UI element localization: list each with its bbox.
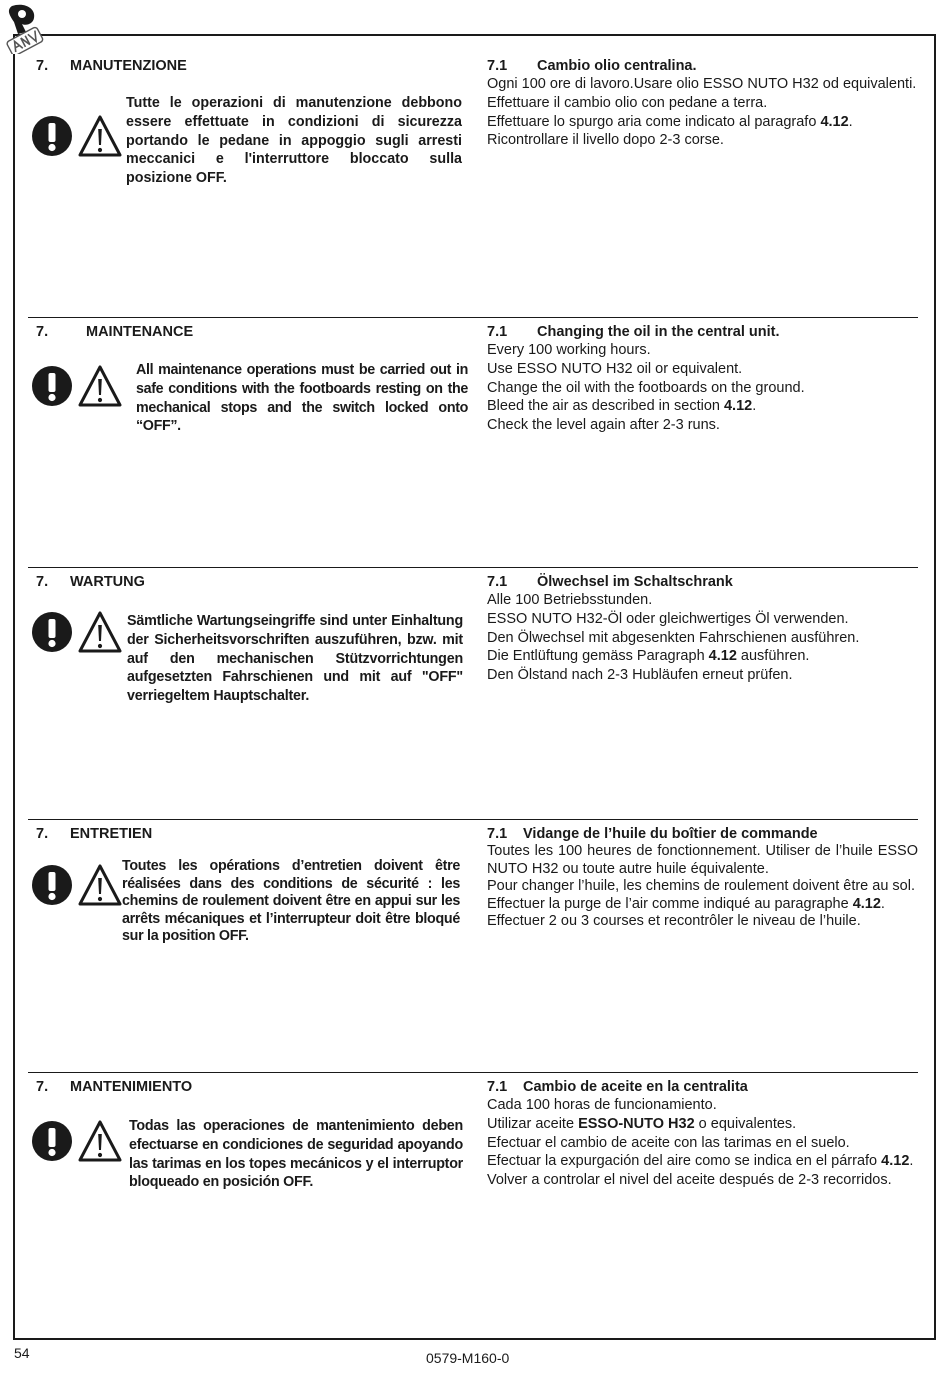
body-line: Ricontrollare il livello dopo 2-3 corse. — [487, 132, 724, 149]
body-line: ESSO NUTO H32-Öl oder gleichwertiges Öl verwenden. — [487, 610, 849, 627]
body-line: Effectuer la purge de l’air comme indiqué au paragraphe 4.12. — [487, 895, 885, 912]
section-italian — [28, 52, 918, 314]
warning-triangle-icon — [80, 117, 120, 155]
body-line: Change the oil with the footboards on the ground. — [487, 379, 805, 396]
body-line: Den Ölwechsel mit abgesenkten Fahrschienen ausführen. — [487, 629, 860, 646]
document-code: 0579-M160-0 — [426, 1350, 510, 1366]
section-french — [28, 819, 918, 1069]
subsection-body — [487, 341, 918, 435]
subsection-body — [487, 591, 918, 685]
body-line: Every 100 working hours. — [487, 342, 651, 358]
body-line: Ogni 100 ore di lavoro.Usare olio ESSO NUTO H32 od equivalenti. — [487, 76, 917, 92]
body-line: Efectuar la expurgación del aire como se indica en el párrafo 4.12. — [487, 1153, 914, 1170]
section-heading: 7. MANUTENZIONE — [36, 58, 187, 74]
body-line: Efectuar el cambio de aceite con las tarimas en el suelo. — [487, 1134, 850, 1151]
page-number: 54 — [14, 1345, 30, 1361]
warning-triangle-icon — [80, 866, 120, 904]
exclamation-circle-icon — [32, 116, 72, 156]
section-heading: 7. WARTUNG — [36, 574, 145, 590]
section-german — [28, 567, 918, 816]
exclamation-circle-icon — [32, 865, 72, 905]
body-line: Pour changer l’huile, les chemins de roulement doivent être au sol. — [487, 878, 915, 895]
warning-triangle-icon — [80, 367, 120, 405]
body-line: Toutes les 100 heures de fonctionnement. Utiliser de l’huile ESSO NUTO H32 ou toute autre huile équivalente. — [487, 843, 918, 877]
subsection-heading: 7.1 Changing the oil in the central unit. — [487, 324, 780, 340]
body-line: Cada 100 horas de funcionamiento. — [487, 1097, 717, 1113]
warning-triangle-icon — [80, 613, 120, 651]
section-spanish — [28, 1072, 918, 1335]
section-heading: 7. ENTRETIEN — [36, 826, 153, 842]
warning-icons — [32, 1119, 122, 1168]
subsection-heading: 7.1 Cambio de aceite en la centralita — [487, 1079, 748, 1095]
body-line: Volver a controlar el nivel del aceite después de 2-3 recorridos. — [487, 1172, 892, 1189]
section-heading: 7. MANTENIMIENTO — [36, 1079, 193, 1095]
section-heading: 7. MAINTENANCE — [36, 324, 194, 340]
body-line: Den Ölstand nach 2-3 Hubläufen erneut prüfen. — [487, 667, 793, 684]
body-line: Utilizar aceite ESSO-NUTO H32 o equivalentes. — [487, 1115, 797, 1132]
warning-icons — [32, 114, 122, 163]
safety-warning-text: Sämtliche Wartungseingriffe sind unter Einhaltung der Sicherheitsvorschriften auszuführen, bzw. mit auf den mechanischen Stützvorrichtungen aufgesetzten Fahrschienen und mit auf "OFF" verriegeltem Hauptschalter. — [127, 613, 463, 705]
subsection-body — [487, 843, 918, 931]
body-line: Effettuare lo spurgo aria come indicato al paragrafo 4.12. — [487, 113, 853, 130]
section-english — [28, 317, 918, 563]
warning-icons — [32, 863, 122, 912]
body-line: Check the level again after 2-3 runs. — [487, 417, 720, 434]
subsection-heading: 7.1 Vidange de l’huile du boîtier de commande — [487, 826, 818, 842]
body-line: Effectuer 2 ou 3 courses et recontrôler le niveau de l’huile. — [487, 913, 861, 930]
brand-logo-icon — [2, 2, 46, 54]
safety-warning-text: Toutes les opérations d’entretien doivent être réalisées dans des conditions de sécurité : les chemins de roulement doivent être en appui sur les arrêts mécaniques et l’interrupteur doit être bloqué sur la position OFF. — [122, 858, 460, 944]
subsection-heading: 7.1 Ölwechsel im Schaltschrank — [487, 574, 733, 590]
warning-icons — [32, 364, 122, 413]
warning-triangle-icon — [80, 1122, 120, 1160]
exclamation-circle-icon — [32, 612, 72, 652]
body-line: Use ESSO NUTO H32 oil or equivalent. — [487, 360, 743, 377]
body-line: Alle 100 Betriebsstunden. — [487, 592, 653, 608]
body-line: Effettuare il cambio olio con pedane a terra. — [487, 94, 768, 111]
body-line: Bleed the air as described in section 4.12. — [487, 398, 757, 415]
subsection-body — [487, 75, 918, 150]
subsection-heading: 7.1 Cambio olio centralina. — [487, 58, 697, 74]
exclamation-circle-icon — [32, 366, 72, 406]
subsection-body — [487, 1096, 918, 1190]
safety-warning-text: Tutte le operazioni di manutenzione debbono essere effettuate in condizioni di sicurezza portando le pedane in appoggio sugli arresti meccanici e l'interruttore bloccato sulla posizione OFF. — [126, 95, 462, 187]
body-line: Die Entlüftung gemäss Paragraph 4.12 ausführen. — [487, 648, 810, 665]
warning-icons — [32, 610, 122, 659]
safety-warning-text: Todas las operaciones de mantenimiento deben efectuarse en condiciones de seguridad apoyando las tarimas en los topes mecánicos y el interruptor bloqueado en posición OFF. — [129, 1118, 463, 1191]
safety-warning-text: All maintenance operations must be carried out in safe conditions with the footboards resting on the mechanical stops and the switch locked onto “OFF”. — [136, 362, 468, 435]
exclamation-circle-icon — [32, 1121, 72, 1161]
